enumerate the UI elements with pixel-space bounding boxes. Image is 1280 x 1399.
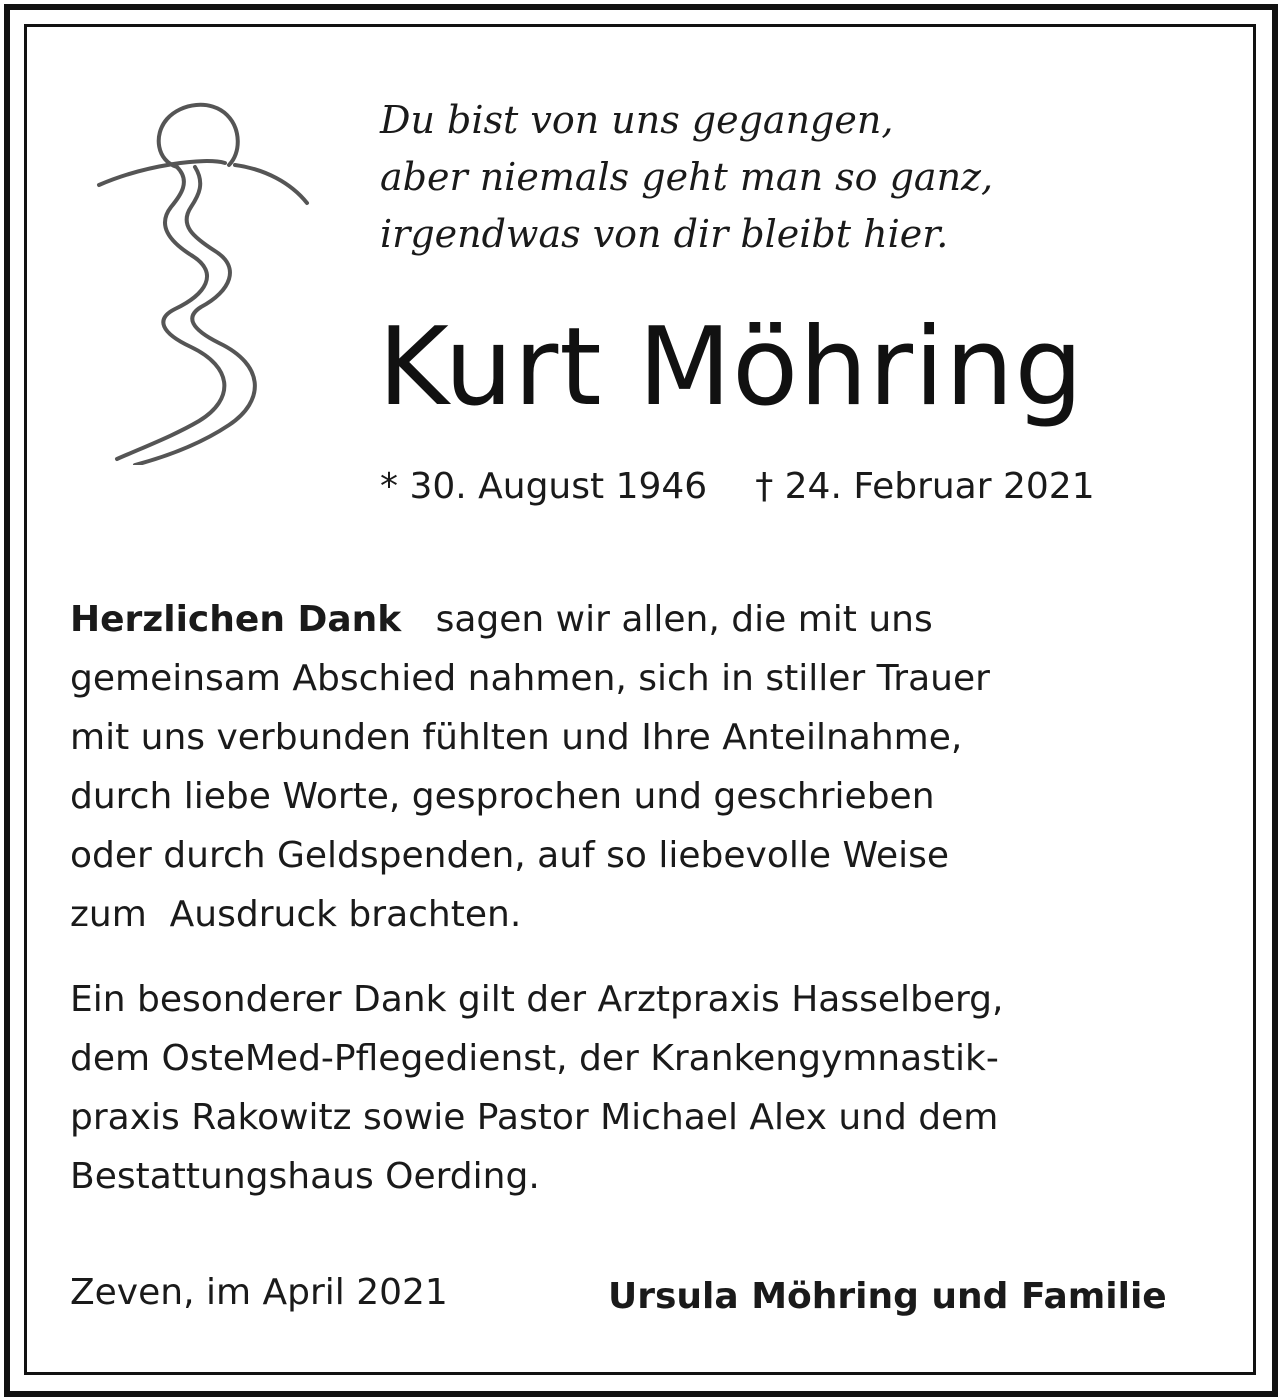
special-thanks-line: dem OsteMed-Pflegedienst, der Krankengymnastik- [70,1038,999,1079]
life-dates [380,462,1095,512]
poem-line: irgendwas von dir bleibt hier. [380,212,949,256]
thanks-line: sagen wir allen, die mit uns [435,599,933,640]
poem [380,92,1180,263]
thanks-line: zum Ausdruck brachten. [70,894,522,935]
thanks-line: gemeinsam Abschied nahmen, sich in stiller Trauer [70,658,990,699]
special-thanks-line: Ein besonderer Dank gilt der Arztpraxis Hasselberg, [70,979,1004,1020]
thanks-line: mit uns verbunden fühlten und Ihre Anteilnahme, [70,717,963,758]
thanks-lead: Herzlichen Dank [70,599,402,640]
thanks-body [70,590,1220,1197]
poem-line: aber niemals geht man so ganz, [380,155,994,199]
birth-date: * 30. August 1946 [380,466,708,507]
special-thanks-line: praxis Rakowitz sowie Pastor Michael Alex und dem [70,1097,999,1138]
thanks-line: oder durch Geldspenden, auf so liebevolle Weise [70,835,950,876]
poem-line: Du bist von uns gegangen, [380,98,894,142]
thanks-line: durch liebe Worte, gesprochen und geschrieben [70,776,935,817]
signature: Ursula Möhring und Familie [608,1276,1167,1317]
sun-path-icon [95,95,315,465]
thanks-paragraph [70,590,1220,944]
deceased-name: Kurt Möhring [378,305,1085,430]
death-date: † 24. Februar 2021 [755,466,1095,507]
special-thanks-paragraph [70,970,1220,1206]
special-thanks-line: Bestattungshaus Oerding. [70,1156,540,1197]
place-date: Zeven, im April 2021 [70,1272,448,1313]
